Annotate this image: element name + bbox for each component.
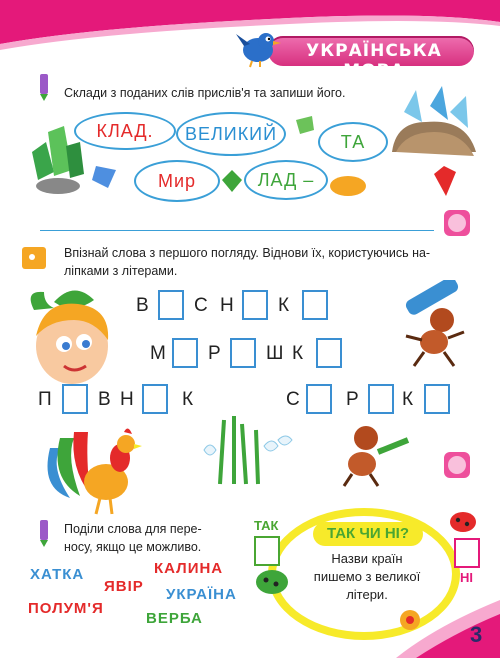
- flower-icon: [398, 608, 422, 632]
- letter: С: [286, 389, 300, 410]
- word-polumia: ПОЛУМ'Я: [28, 600, 104, 617]
- letter: К: [182, 389, 194, 410]
- letter: П: [38, 389, 52, 410]
- pencil-icon: [36, 72, 52, 102]
- tak-ni-text: Назви країн пишемо з великої літери.: [313, 551, 421, 602]
- word-verba: ВЕРБА: [146, 610, 203, 627]
- page-number: 3: [470, 622, 483, 647]
- ni-answer-box[interactable]: [454, 538, 480, 568]
- letter-box[interactable]: [368, 384, 394, 414]
- letter: В: [98, 389, 111, 410]
- smiley-icon: [444, 210, 470, 236]
- letter-box[interactable]: [424, 384, 450, 414]
- letter: Р: [208, 343, 221, 364]
- ant-with-glue-illustration: [394, 280, 478, 370]
- letter: Ш: [266, 343, 284, 364]
- task2-instruction-line2: ліпками з літерами.: [64, 264, 178, 278]
- ant-with-pencil-illustration: [338, 414, 412, 488]
- letter: М: [150, 343, 166, 364]
- word-oval-velykyi[interactable]: ВЕЛИКИЙ: [176, 112, 286, 156]
- ladybug-icon: [252, 566, 292, 596]
- green-gem-icon: [218, 168, 244, 194]
- crystal-rock-icon: [386, 82, 482, 166]
- pencil-icon: [36, 518, 52, 548]
- task3-instruction-line1: Поділи слова для пере-: [64, 522, 202, 536]
- orange-nugget-icon: [328, 172, 368, 198]
- word-kalyna: КАЛИНА: [154, 560, 224, 577]
- letter-box[interactable]: [62, 384, 88, 414]
- snowdrops-illustration: [190, 410, 300, 486]
- letter: Н: [120, 389, 134, 410]
- ni-label: НІ: [460, 570, 473, 585]
- smiley-icon: [444, 452, 470, 478]
- ladybug-icon: [448, 508, 478, 534]
- task1-instruction: Склади з поданих слів прислів'я та запиши його.: [64, 86, 346, 100]
- girl-illustration: [14, 280, 124, 390]
- green-gem-icon: [292, 112, 316, 136]
- letter: В: [136, 295, 149, 316]
- letter: К: [402, 389, 414, 410]
- bird-icon: [236, 26, 282, 68]
- letter-box[interactable]: [302, 290, 328, 320]
- tak-answer-box[interactable]: [254, 536, 280, 566]
- rooster-illustration: [40, 418, 150, 518]
- letter-box[interactable]: [158, 290, 184, 320]
- letter-box[interactable]: [230, 338, 256, 368]
- letter: Р: [346, 389, 359, 410]
- letter: Н: [220, 295, 234, 316]
- letter-box[interactable]: [316, 338, 342, 368]
- word-oval-ta[interactable]: ТА: [318, 122, 388, 162]
- section-title: УКРАЇНСЬКА МОВА: [306, 41, 442, 81]
- letter-box[interactable]: [242, 290, 268, 320]
- divider-line: [40, 230, 434, 231]
- letter-box[interactable]: [142, 384, 168, 414]
- tak-label: ТАК: [254, 518, 279, 533]
- blue-gem-icon: [90, 160, 120, 190]
- letter-box[interactable]: [172, 338, 198, 368]
- word-oval-klad[interactable]: КЛАД.: [74, 112, 176, 150]
- tak-ni-title: ТАК ЧИ НІ?: [313, 522, 423, 546]
- word-ukraina: УКРАЇНА: [166, 586, 237, 603]
- letter-box[interactable]: [306, 384, 332, 414]
- task3-instruction-line2: носу, якщо це можливо.: [64, 540, 202, 554]
- task2-instruction-line1: Впізнай слова з першого погляду. Віднови їх, користуючись на-: [64, 246, 431, 260]
- letter: К: [292, 343, 304, 364]
- letter: С: [194, 295, 208, 316]
- word-yavir: ЯВІР: [104, 578, 144, 595]
- red-gem-icon: [430, 164, 460, 198]
- word-oval-lad[interactable]: ЛАД –: [244, 160, 328, 200]
- word-oval-myr[interactable]: Мир: [134, 160, 220, 202]
- letter: К: [278, 295, 290, 316]
- word-khatka: ХАТКА: [30, 566, 85, 583]
- puzzle-piece-icon: [20, 243, 50, 273]
